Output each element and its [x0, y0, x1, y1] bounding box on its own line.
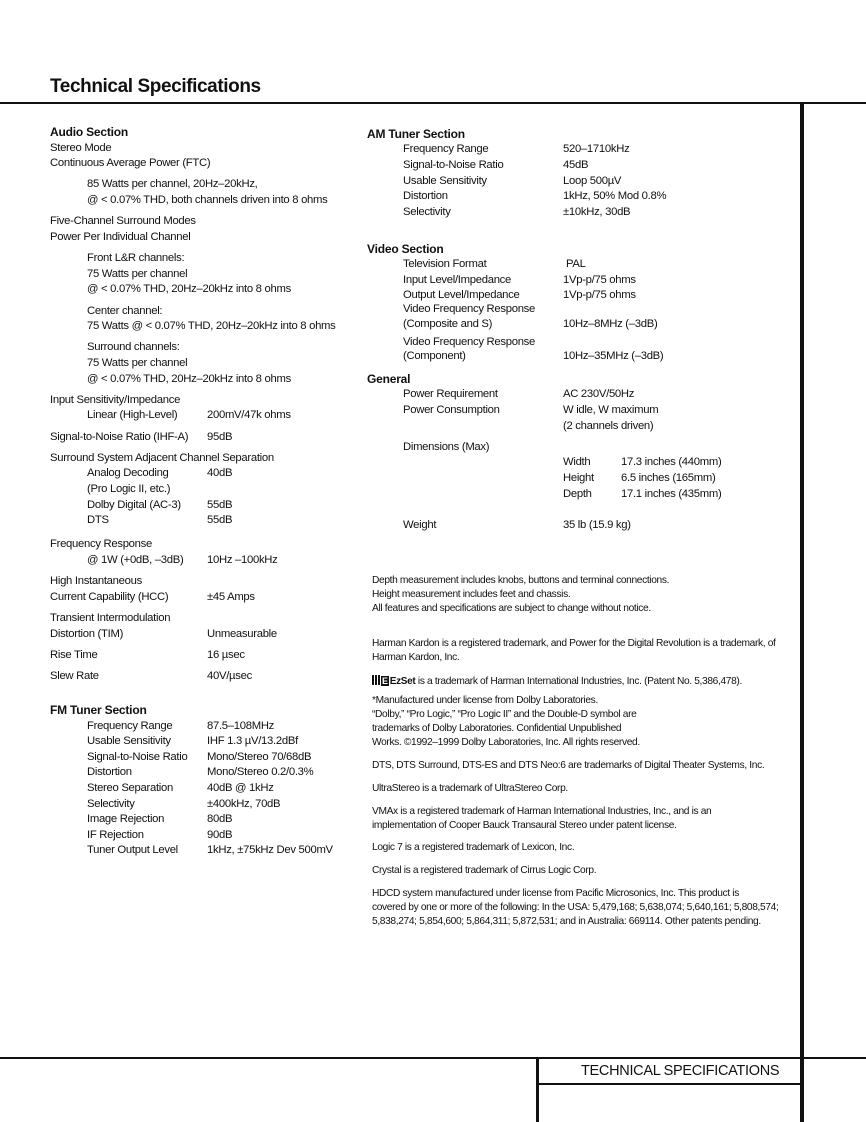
header-rule — [0, 102, 866, 104]
power-requirement-label: Power Requirement — [403, 388, 498, 400]
am-row-label: Selectivity — [403, 206, 451, 218]
fm-row-value: 80dB — [207, 813, 233, 825]
tim-label-2: Distortion (TIM) — [50, 628, 124, 640]
am-row-value: 520–1710kHz — [563, 143, 630, 155]
input-level-value: 1Vp-p/75 ohms — [563, 274, 636, 286]
dolby-note-line-3: trademarks of Dolby Laboratories. Confidential Unpublished — [372, 723, 622, 734]
front-channels-thd: @ < 0.07% THD, 20Hz–20kHz into 8 ohms — [87, 283, 291, 295]
fm-row-label: Frequency Range — [87, 720, 173, 732]
center-channel-label: Center channel: — [87, 305, 163, 317]
am-section-heading: AM Tuner Section — [367, 127, 465, 141]
am-row-label: Signal-to-Noise Ratio — [403, 159, 504, 171]
freq-response-value: 10Hz –100kHz — [207, 554, 278, 566]
harman-trademark-line-2: Harman Kardon, Inc. — [372, 652, 460, 663]
front-channels-label: Front L&R channels: — [87, 252, 185, 264]
fm-row-label: Image Rejection — [87, 813, 165, 825]
hdcd-note-line-1: HDCD system manufactured under license from Pacific Microsonics, Inc. This product is — [372, 888, 739, 899]
linear-label: Linear (High-Level) — [87, 409, 178, 421]
weight-label: Weight — [403, 519, 437, 531]
fm-row-label: Usable Sensitivity — [87, 735, 171, 747]
fm-row-value: ±400kHz, 70dB — [207, 798, 281, 810]
vfr-composite-label: (Composite and S) — [403, 318, 493, 330]
dolby-digital-value: 55dB — [207, 499, 233, 511]
change-note: All features and specifications are subject to change without notice. — [372, 603, 651, 614]
dolby-note-line-2: “Dolby,” “Pro Logic,” “Pro Logic II” and the Double-D symbol are — [372, 709, 637, 720]
dolby-note-line-4: Works. ©1992–1999 Dolby Laboratories, Inc. All rights reserved. — [372, 737, 640, 748]
harman-trademark-line-1: Harman Kardon is a registered trademark, and Power for the Digital Revolution is a trademark, of — [372, 638, 776, 649]
footer-rule — [0, 1057, 866, 1059]
fm-row-value: 87.5–108MHz — [207, 720, 275, 732]
surround-channels-label: Surround channels: — [87, 341, 180, 353]
video-section-heading: Video Section — [367, 242, 444, 256]
width-value: 17.3 inches (440mm) — [621, 456, 722, 468]
am-row-label: Usable Sensitivity — [403, 175, 487, 187]
hdcd-note-line-2: covered by one or more of the following: In the USA: 5,479,168; 5,638,074; 5,640,161; 5,808,574; — [372, 902, 779, 913]
hcc-label: Current Capability (HCC) — [50, 591, 169, 603]
surround-channels-power: 75 Watts per channel — [87, 357, 188, 369]
crystal-trademark: Crystal is a registered trademark of Cirrus Logic Corp. — [372, 865, 597, 876]
vfr-composite-value: 10Hz–8MHz (–3dB) — [563, 318, 658, 330]
vmax-trademark-line-2: implementation of Cooper Bauck Transaural Stereo under patent license. — [372, 820, 677, 831]
tim-label-1: Transient Intermodulation — [50, 612, 171, 624]
dts-value: 55dB — [207, 514, 233, 526]
depth-label: Depth — [563, 488, 592, 500]
page-title: Technical Specifications — [50, 76, 261, 97]
power-consumption-label: Power Consumption — [403, 404, 500, 416]
ezset-trademark — [372, 675, 742, 689]
power-consumption-value: W idle, W maximum — [563, 404, 659, 416]
stereo-power-line-2: @ < 0.07% THD, both channels driven into 8 ohms — [87, 194, 328, 206]
dolby-digital-label: Dolby Digital (AC-3) — [87, 499, 181, 511]
vmax-trademark-line-1: VMAx is a registered trademark of Harman International Industries, Inc., and is an — [372, 806, 712, 817]
tv-format-label: Television Format — [403, 258, 487, 270]
vfr2-label: Video Frequency Response — [403, 336, 536, 348]
snr-label: Signal-to-Noise Ratio (IHF-A) — [50, 431, 189, 443]
ultrastereo-trademark: UltraStereo is a trademark of UltraStereo Corp. — [372, 783, 568, 794]
am-row-value: 1kHz, 50% Mod 0.8% — [563, 190, 667, 202]
fm-row-label: IF Rejection — [87, 829, 144, 841]
rise-time-label: Rise Time — [50, 649, 98, 661]
tim-value: Unmeasurable — [207, 628, 277, 640]
freq-response-sub: @ 1W (+0dB, –3dB) — [87, 554, 184, 566]
dts-label: DTS — [87, 514, 109, 526]
fm-row-value: Mono/Stereo 70/68dB — [207, 751, 312, 763]
logic7-trademark: Logic 7 is a registered trademark of Lexicon, Inc. — [372, 842, 575, 853]
power-consumption-sub: (2 channels driven) — [563, 420, 654, 432]
dolby-note-line-1: *Manufactured under license from Dolby Laboratories. — [372, 695, 598, 706]
depth-note: Depth measurement includes knobs, buttons and terminal connections. — [372, 575, 670, 586]
am-row-value: ±10kHz, 30dB — [563, 206, 631, 218]
fm-row-value: 90dB — [207, 829, 233, 841]
fm-row-value: Mono/Stereo 0.2/0.3% — [207, 766, 314, 778]
freq-response-label: Frequency Response — [50, 538, 152, 550]
fm-row-label: Tuner Output Level — [87, 844, 178, 856]
audio-section-heading: Audio Section — [50, 125, 129, 139]
stereo-mode-label: Stereo Mode — [50, 142, 112, 154]
fm-row-label: Distortion — [87, 766, 132, 778]
front-channels-power: 75 Watts per channel — [87, 268, 188, 280]
analog-decoding-sub: (Pro Logic II, etc.) — [87, 483, 171, 495]
vfr-component-label: (Component) — [403, 350, 466, 362]
ezset-logo-icon: E EzSet — [372, 675, 415, 689]
output-level-value: 1Vp-p/75 ohms — [563, 289, 636, 301]
fm-row-label: Stereo Separation — [87, 782, 173, 794]
am-row-value: Loop 500µV — [563, 175, 622, 187]
power-requirement-value: AC 230V/50Hz — [563, 388, 635, 400]
hdcd-note-line-3: 5,838,274; 5,854,600; 5,864,311; 5,872,531; and in Australia: 669114. Other patents pending. — [372, 916, 761, 927]
continuous-power-label: Continuous Average Power (FTC) — [50, 157, 211, 169]
slew-rate-value: 40V/µsec — [207, 670, 252, 682]
analog-decoding-label: Analog Decoding — [87, 467, 169, 479]
height-value: 6.5 inches (165mm) — [621, 472, 716, 484]
fm-section-heading: FM Tuner Section — [50, 703, 147, 717]
depth-value: 17.1 inches (435mm) — [621, 488, 722, 500]
footer-left-rule — [536, 1057, 539, 1122]
output-level-label: Output Level/Impedance — [403, 289, 520, 301]
power-per-channel-label: Power Per Individual Channel — [50, 231, 191, 243]
input-sensitivity-label: Input Sensitivity/Impedance — [50, 394, 181, 406]
height-label: Height — [563, 472, 594, 484]
ezset-trademark-text: is a trademark of Harman International Industries, Inc. (Patent No. 5,386,478). — [417, 676, 742, 687]
surround-channels-thd: @ < 0.07% THD, 20Hz–20kHz into 8 ohms — [87, 373, 291, 385]
fm-row-value: 1kHz, ±75kHz Dev 500mV — [207, 844, 333, 856]
vfr-component-value: 10Hz–35MHz (–3dB) — [563, 350, 664, 362]
center-channel-power: 75 Watts @ < 0.07% THD, 20Hz–20kHz into 8 ohms — [87, 320, 336, 332]
input-level-label: Input Level/Impedance — [403, 274, 512, 286]
dimensions-label: Dimensions (Max) — [403, 441, 490, 453]
vfr-label: Video Frequency Response — [403, 303, 536, 315]
stereo-power-line-1: 85 Watts per channel, 20Hz–20kHz, — [87, 178, 258, 190]
fm-row-value: IHF 1.3 µV/13.2dBf — [207, 735, 298, 747]
fm-row-label: Signal-to-Noise Ratio — [87, 751, 188, 763]
right-vertical-rule — [800, 102, 804, 1122]
am-row-label: Frequency Range — [403, 143, 489, 155]
separation-label: Surround System Adjacent Channel Separation — [50, 452, 274, 464]
footer-section-label: TECHNICAL SPECIFICATIONS — [581, 1063, 780, 1079]
slew-rate-label: Slew Rate — [50, 670, 99, 682]
width-label: Width — [563, 456, 591, 468]
analog-decoding-value: 40dB — [207, 467, 233, 479]
hcc-value: ±45 Amps — [207, 591, 255, 603]
rise-time-value: 16 µsec — [207, 649, 245, 661]
dts-trademark: DTS, DTS Surround, DTS-ES and DTS Neo:6 are trademarks of Digital Theater Systems, Inc. — [372, 760, 765, 771]
fm-row-value: 40dB @ 1kHz — [207, 782, 274, 794]
am-row-label: Distortion — [403, 190, 448, 202]
am-row-value: 45dB — [563, 159, 589, 171]
weight-value: 35 lb (15.9 kg) — [563, 519, 631, 531]
general-section-heading: General — [367, 372, 411, 386]
high-instantaneous-label: High Instantaneous — [50, 575, 142, 587]
tv-format-value: PAL — [566, 258, 586, 270]
fm-row-label: Selectivity — [87, 798, 135, 810]
footer-label-underline — [536, 1083, 802, 1085]
height-note: Height measurement includes feet and chassis. — [372, 589, 571, 600]
snr-value: 95dB — [207, 431, 233, 443]
linear-value: 200mV/47k ohms — [207, 409, 291, 421]
five-channel-label: Five-Channel Surround Modes — [50, 215, 196, 227]
